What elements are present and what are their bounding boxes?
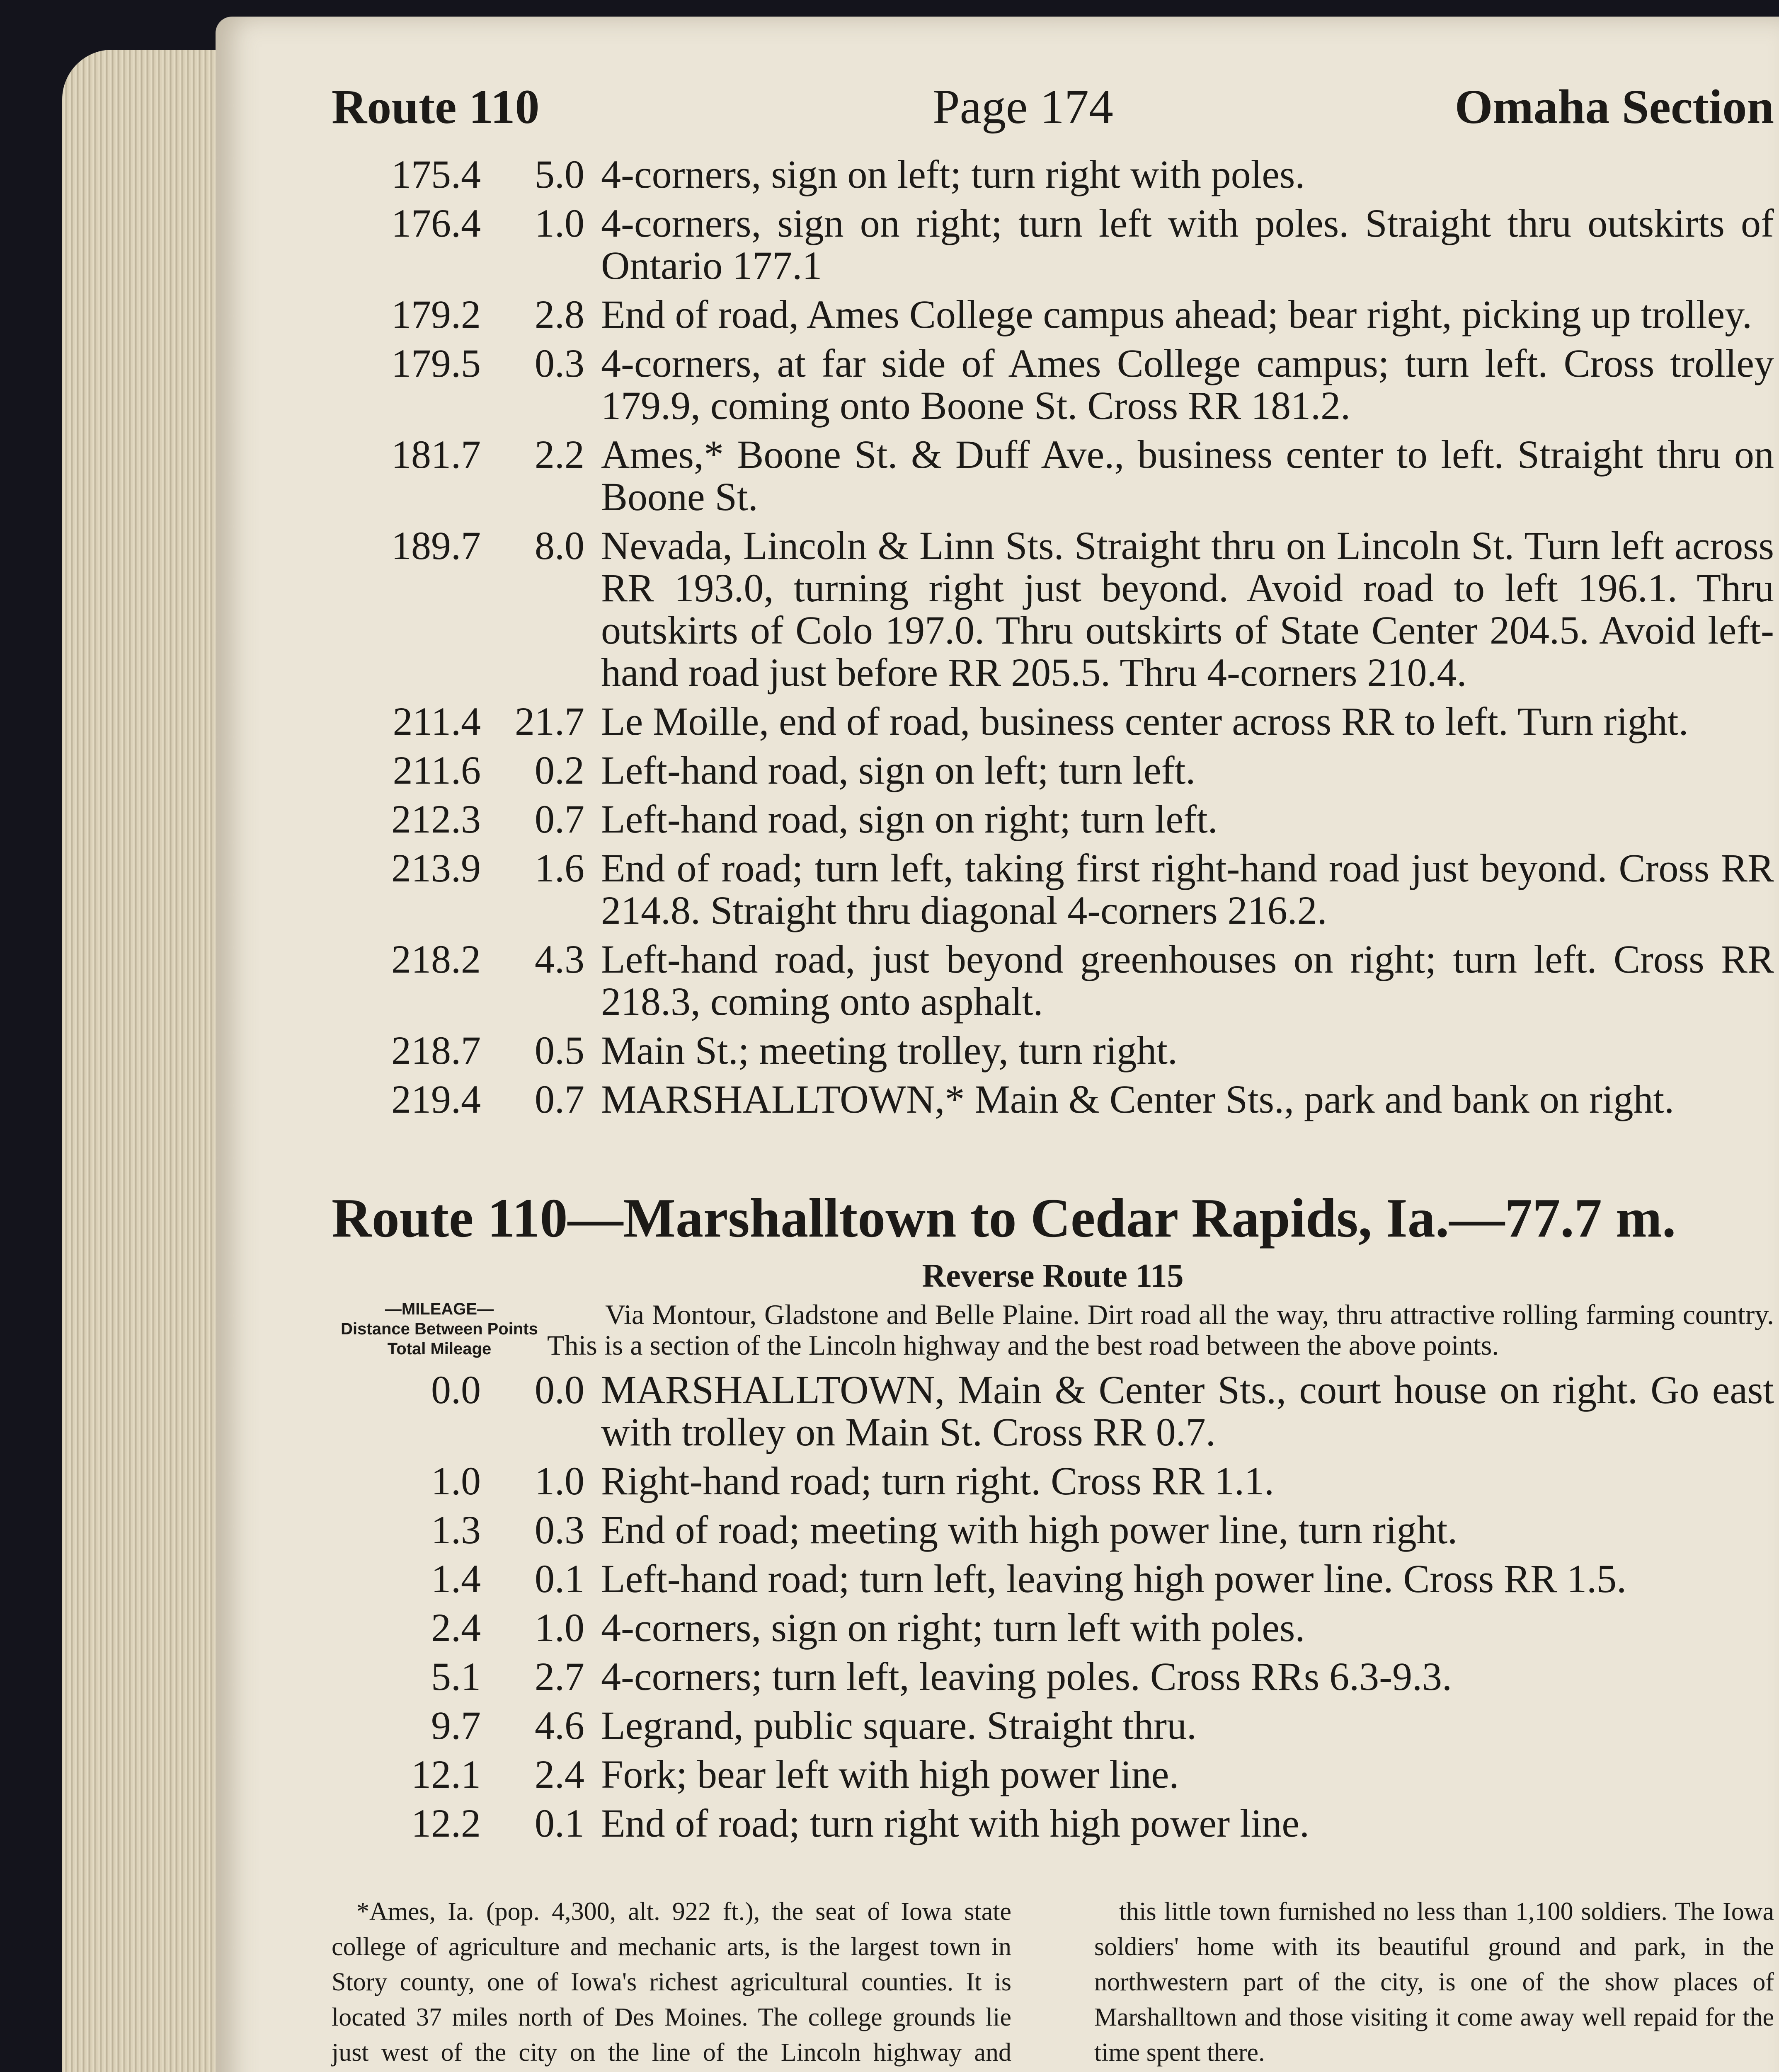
log-row <box>332 1078 1774 1121</box>
distance-between: 1.6 <box>535 846 584 890</box>
total-mileage: 0.0 <box>431 1368 481 1412</box>
direction-text: Legrand, public square. Straight thru. <box>601 1703 1197 1748</box>
total-mileage: 181.7 <box>391 432 481 477</box>
direction-text: Nevada, Lincoln & Linn Sts. Straight thru on Lincoln St. Turn left across RR 193.0, turning right just beyond. Avoid road to left 196.1. Thru outskirts of Colo 197.0. Thru outskirts of State Center 204.5. Avoid left-hand road just before RR 205.5. Thru 4-corners 210.4. <box>601 523 1774 695</box>
direction-text: 4-corners, sign on left; turn right with poles. <box>601 152 1305 196</box>
log-row <box>332 700 1774 743</box>
log-row <box>332 798 1774 840</box>
direction-text: Left-hand road, sign on right; turn left. <box>601 797 1218 841</box>
total-mileage: 175.4 <box>391 152 481 196</box>
distance-between: 4.6 <box>535 1703 584 1748</box>
log-row <box>332 1753 1774 1796</box>
distance-between: 1.0 <box>535 201 584 245</box>
log-row <box>332 525 1774 694</box>
footnote-column-right <box>1094 1894 1774 2072</box>
reverse-route: Reverse Route 115 <box>922 1258 1184 1294</box>
distance-between: 2.7 <box>535 1654 584 1699</box>
distance-between: 0.2 <box>535 748 584 792</box>
book-page-edges <box>62 50 236 2072</box>
log-row <box>332 1029 1774 1072</box>
legend-mileage: —MILEAGE— <box>385 1300 494 1318</box>
footnote-ames: *Ames, Ia. (pop. 4,300, alt. 922 ft.), the seat of Iowa state college of agriculture and mechanic arts, is the largest town in Story county, one of Iowa's richest agricultural counties. It is located 37 miles north of Des Moines. The college grounds lie just west of the city on the line of the Lincoln highway and <box>332 1898 1011 2067</box>
total-mileage: 211.4 <box>393 699 481 743</box>
mileage-legend <box>332 1299 547 1359</box>
total-mileage: 176.4 <box>391 201 481 245</box>
total-mileage: 218.7 <box>391 1028 481 1072</box>
footnote-soldiers: this little town furnished no less than 1,100 soldiers. The Iowa soldiers' home with its beautiful ground and park, in the northwestern part of the city, is one of the show places of Marshalltown and those visiting it come away well repaid for the time spent there. <box>1094 1898 1774 2067</box>
log-row <box>332 293 1774 336</box>
distance-between: 1.0 <box>535 1459 584 1503</box>
distance-between: 0.3 <box>535 1508 584 1552</box>
footnote-column-left <box>332 1894 1011 2072</box>
distance-between: 0.1 <box>535 1556 584 1601</box>
direction-text: Left-hand road; turn left, leaving high power line. Cross RR 1.5. <box>601 1556 1627 1601</box>
distance-between: 0.0 <box>535 1368 584 1412</box>
direction-text: End of road; turn right with high power line. <box>601 1801 1310 1845</box>
total-mileage: 9.7 <box>431 1703 481 1748</box>
direction-text: Fork; bear left with high power line. <box>601 1752 1179 1796</box>
total-mileage: 212.3 <box>391 797 481 841</box>
direction-text: MARSHALLTOWN,* Main & Center Sts., park and bank on right. <box>601 1077 1675 1121</box>
total-mileage: 1.4 <box>431 1556 481 1601</box>
log-row <box>332 153 1774 196</box>
total-mileage: 179.2 <box>391 292 481 336</box>
distance-between: 0.7 <box>535 797 584 841</box>
distance-between: 2.2 <box>535 432 584 477</box>
route-title: Route 110—Marshalltown to Cedar Rapids, Ia.—77.7 m. <box>332 1187 1676 1249</box>
header-route: Route 110 <box>332 80 540 134</box>
distance-between: 4.3 <box>535 937 584 981</box>
log-row <box>332 1460 1774 1502</box>
header-page-number: Page 174 <box>933 80 1113 134</box>
log-row <box>332 938 1774 1023</box>
total-mileage: 1.0 <box>431 1459 481 1503</box>
log-row <box>332 1369 1774 1453</box>
log-row <box>332 1704 1774 1747</box>
route-log <box>332 1369 1774 1844</box>
route-intro <box>332 1299 1774 1360</box>
distance-between: 0.1 <box>535 1801 584 1845</box>
direction-text: Left-hand road, sign on left; turn left. <box>601 748 1196 792</box>
total-mileage: 12.2 <box>411 1801 481 1845</box>
distance-between: 21.7 <box>515 699 584 743</box>
page-content <box>332 79 1774 2072</box>
distance-between: 1.0 <box>535 1605 584 1650</box>
log-row <box>332 749 1774 792</box>
book-page <box>216 17 1779 2072</box>
log-row <box>332 433 1774 518</box>
direction-text: 4-corners; turn left, leaving poles. Cross RRs 6.3-9.3. <box>601 1654 1452 1699</box>
distance-between: 0.5 <box>535 1028 584 1072</box>
log-row <box>332 1802 1774 1844</box>
total-mileage: 218.2 <box>391 937 481 981</box>
direction-text: End of road, Ames College campus ahead; bear right, picking up trolley. <box>601 292 1752 336</box>
distance-between: 0.7 <box>535 1077 584 1121</box>
direction-text: End of road; meeting with high power line, turn right. <box>601 1508 1458 1552</box>
direction-text: 4-corners, sign on right; turn left with poles. Straight thru outskirts of Ontario 177.1 <box>601 201 1774 288</box>
direction-text: Le Moille, end of road, business center across RR to left. Turn right. <box>601 699 1689 743</box>
direction-text: Ames,* Boone St. & Duff Ave., business center to left. Straight thru on Boone St. <box>601 432 1774 519</box>
distance-between: 2.8 <box>535 292 584 336</box>
route-log-continued <box>332 153 1774 1121</box>
log-row <box>332 847 1774 932</box>
log-row <box>332 1607 1774 1649</box>
log-row <box>332 342 1774 427</box>
direction-text: 4-corners, at far side of Ames College campus; turn left. Cross trolley 179.9, coming onto Boone St. Cross RR 181.2. <box>601 341 1774 428</box>
distance-between: 0.3 <box>535 341 584 385</box>
total-mileage: 213.9 <box>391 846 481 890</box>
log-row <box>332 1558 1774 1600</box>
total-mileage: 211.6 <box>393 748 481 792</box>
log-row <box>332 1656 1774 1698</box>
direction-text: MARSHALLTOWN, Main & Center Sts., court house on right. Go east with trolley on Main St. Cross RR 0.7. <box>601 1368 1774 1454</box>
total-mileage: 12.1 <box>411 1752 481 1796</box>
footnotes <box>332 1894 1774 2072</box>
log-row <box>332 1509 1774 1551</box>
distance-between: 2.4 <box>535 1752 584 1796</box>
direction-text: 4-corners, sign on right; turn left with poles. <box>601 1605 1305 1650</box>
direction-text: Right-hand road; turn right. Cross RR 1.1. <box>601 1459 1274 1503</box>
page-header <box>332 79 1774 153</box>
distance-between: 5.0 <box>535 152 584 196</box>
total-mileage: 219.4 <box>391 1077 481 1121</box>
direction-text: Main St.; meeting trolley, turn right. <box>601 1028 1178 1072</box>
total-mileage: 5.1 <box>431 1654 481 1699</box>
legend-total: Total Mileage <box>387 1340 492 1358</box>
distance-between: 8.0 <box>535 523 584 568</box>
direction-text: End of road; turn left, taking first right-hand road just beyond. Cross RR 214.8. Straight thru diagonal 4-corners 216.2. <box>601 846 1774 932</box>
total-mileage: 179.5 <box>391 341 481 385</box>
log-row <box>332 202 1774 287</box>
route-description: Via Montour, Gladstone and Belle Plaine. Dirt road all the way, thru attractive rolling farming country. This is a section of the Lincoln highway and the best road between the above points. <box>547 1299 1774 1361</box>
header-section: Omaha Section <box>1454 80 1774 134</box>
total-mileage: 1.3 <box>431 1508 481 1552</box>
direction-text: Left-hand road, just beyond greenhouses on right; turn left. Cross RR 218.3, coming onto asphalt. <box>601 937 1774 1024</box>
legend-between: Distance Between Points <box>341 1320 538 1338</box>
total-mileage: 189.7 <box>391 523 481 568</box>
total-mileage: 2.4 <box>431 1605 481 1650</box>
